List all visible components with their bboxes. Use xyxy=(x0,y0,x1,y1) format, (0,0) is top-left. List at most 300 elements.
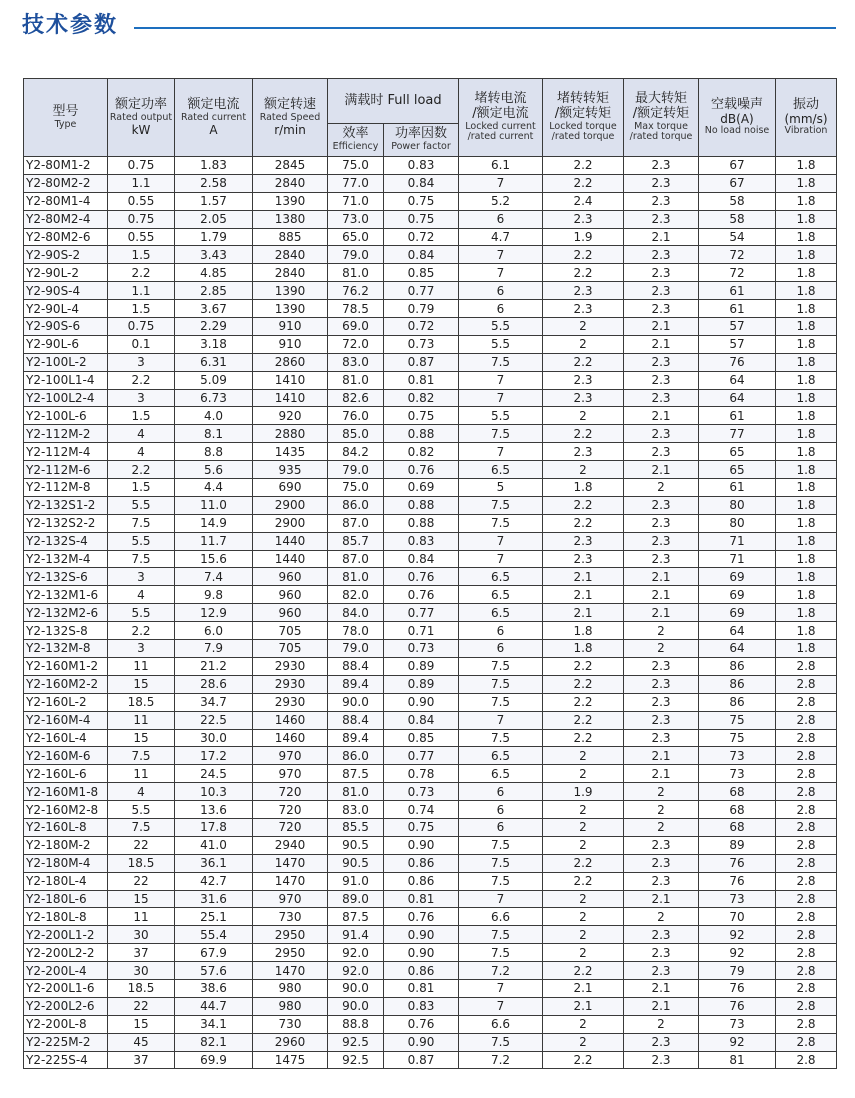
cell-efficiency: 65.0 xyxy=(328,228,384,246)
cell-model: Y2-132M-8 xyxy=(24,640,108,658)
cell-efficiency: 81.0 xyxy=(328,568,384,586)
cell-rated-speed: 2845 xyxy=(253,157,328,175)
cell-rated-output: 7.5 xyxy=(108,818,175,836)
cell-locked-current-ratio: 7.5 xyxy=(459,729,543,747)
cell-locked-torque-ratio: 2.2 xyxy=(543,157,624,175)
cell-power-factor: 0.73 xyxy=(384,335,459,353)
cell-efficiency: 83.0 xyxy=(328,353,384,371)
cell-locked-torque-ratio: 2.1 xyxy=(543,604,624,622)
cell-model: Y2-100L-2 xyxy=(24,353,108,371)
cell-rated-speed: 960 xyxy=(253,604,328,622)
cell-max-torque-ratio: 2.3 xyxy=(624,657,699,675)
cell-vibration: 1.8 xyxy=(776,318,837,336)
cell-model: Y2-200L2-2 xyxy=(24,944,108,962)
table-row xyxy=(24,890,837,908)
cell-power-factor: 0.81 xyxy=(384,890,459,908)
cell-vibration: 1.8 xyxy=(776,282,837,300)
table-row xyxy=(24,640,837,658)
cell-rated-speed: 2880 xyxy=(253,425,328,443)
cell-vibration: 1.8 xyxy=(776,210,837,228)
cell-power-factor: 0.73 xyxy=(384,783,459,801)
cell-locked-torque-ratio: 1.8 xyxy=(543,640,624,658)
cell-locked-torque-ratio: 2 xyxy=(543,335,624,353)
table-row xyxy=(24,407,837,425)
cell-power-factor: 0.73 xyxy=(384,640,459,658)
cell-rated-output: 15 xyxy=(108,729,175,747)
cell-model: Y2-90L-6 xyxy=(24,335,108,353)
cell-model: Y2-200L-4 xyxy=(24,962,108,980)
cell-rated-current: 25.1 xyxy=(175,908,253,926)
table-row xyxy=(24,353,837,371)
cell-locked-current-ratio: 7 xyxy=(459,711,543,729)
cell-efficiency: 87.0 xyxy=(328,514,384,532)
cell-max-torque-ratio: 2 xyxy=(624,908,699,926)
cell-rated-speed: 720 xyxy=(253,783,328,801)
cell-power-factor: 0.89 xyxy=(384,657,459,675)
cell-rated-current: 42.7 xyxy=(175,872,253,890)
cell-vibration: 2.8 xyxy=(776,711,837,729)
table-row xyxy=(24,765,837,783)
cell-vibration: 1.8 xyxy=(776,496,837,514)
cell-model: Y2-225M-2 xyxy=(24,1033,108,1051)
cell-power-factor: 0.76 xyxy=(384,908,459,926)
cell-vibration: 1.8 xyxy=(776,568,837,586)
cell-locked-current-ratio: 7 xyxy=(459,979,543,997)
cell-rated-current: 31.6 xyxy=(175,890,253,908)
cell-max-torque-ratio: 2.1 xyxy=(624,765,699,783)
cell-vibration: 2.8 xyxy=(776,729,837,747)
cell-efficiency: 85.0 xyxy=(328,425,384,443)
cell-rated-current: 82.1 xyxy=(175,1033,253,1051)
cell-efficiency: 76.2 xyxy=(328,282,384,300)
cell-model: Y2-132S-8 xyxy=(24,622,108,640)
cell-locked-torque-ratio: 2 xyxy=(543,765,624,783)
cell-power-factor: 0.81 xyxy=(384,371,459,389)
cell-power-factor: 0.90 xyxy=(384,926,459,944)
cell-model: Y2-160M1-2 xyxy=(24,657,108,675)
table-row xyxy=(24,210,837,228)
cell-efficiency: 73.0 xyxy=(328,210,384,228)
cell-locked-current-ratio: 7.5 xyxy=(459,514,543,532)
cell-vibration: 1.8 xyxy=(776,353,837,371)
table-row xyxy=(24,675,837,693)
table-row xyxy=(24,872,837,890)
cell-noise: 64 xyxy=(699,371,776,389)
cell-noise: 80 xyxy=(699,496,776,514)
table-row xyxy=(24,657,837,675)
cell-locked-torque-ratio: 1.8 xyxy=(543,622,624,640)
cell-locked-torque-ratio: 2.2 xyxy=(543,675,624,693)
cell-power-factor: 0.76 xyxy=(384,586,459,604)
cell-noise: 69 xyxy=(699,604,776,622)
cell-efficiency: 88.4 xyxy=(328,657,384,675)
cell-noise: 61 xyxy=(699,300,776,318)
cell-locked-torque-ratio: 2 xyxy=(543,890,624,908)
cell-rated-speed: 1460 xyxy=(253,711,328,729)
spec-table xyxy=(23,78,837,1069)
cell-locked-current-ratio: 5.2 xyxy=(459,192,543,210)
cell-rated-speed: 2950 xyxy=(253,944,328,962)
cell-rated-speed: 935 xyxy=(253,461,328,479)
cell-power-factor: 0.86 xyxy=(384,854,459,872)
cell-locked-torque-ratio: 2.2 xyxy=(543,514,624,532)
cell-max-torque-ratio: 2.3 xyxy=(624,854,699,872)
cell-rated-output: 11 xyxy=(108,908,175,926)
cell-rated-current: 2.05 xyxy=(175,210,253,228)
cell-rated-speed: 1435 xyxy=(253,443,328,461)
cell-noise: 73 xyxy=(699,1015,776,1033)
cell-rated-current: 21.2 xyxy=(175,657,253,675)
cell-locked-current-ratio: 7 xyxy=(459,890,543,908)
cell-rated-speed: 1470 xyxy=(253,872,328,890)
cell-noise: 68 xyxy=(699,818,776,836)
spec-table-body xyxy=(24,157,837,1069)
cell-model: Y2-112M-4 xyxy=(24,443,108,461)
cell-rated-current: 34.7 xyxy=(175,693,253,711)
cell-model: Y2-160L-8 xyxy=(24,818,108,836)
cell-power-factor: 0.74 xyxy=(384,801,459,819)
cell-model: Y2-160L-2 xyxy=(24,693,108,711)
cell-noise: 76 xyxy=(699,997,776,1015)
table-row xyxy=(24,264,837,282)
cell-max-torque-ratio: 2.3 xyxy=(624,836,699,854)
cell-rated-output: 7.5 xyxy=(108,747,175,765)
cell-locked-torque-ratio: 2 xyxy=(543,318,624,336)
cell-efficiency: 88.4 xyxy=(328,711,384,729)
cell-efficiency: 71.0 xyxy=(328,192,384,210)
cell-rated-speed: 960 xyxy=(253,568,328,586)
cell-model: Y2-180L-8 xyxy=(24,908,108,926)
cell-vibration: 2.8 xyxy=(776,908,837,926)
cell-rated-output: 45 xyxy=(108,1033,175,1051)
cell-locked-current-ratio: 6 xyxy=(459,622,543,640)
cell-max-torque-ratio: 2.3 xyxy=(624,353,699,371)
cell-model: Y2-225S-4 xyxy=(24,1051,108,1069)
cell-model: Y2-112M-2 xyxy=(24,425,108,443)
cell-locked-torque-ratio: 2 xyxy=(543,818,624,836)
cell-rated-output: 22 xyxy=(108,872,175,890)
cell-locked-current-ratio: 7.5 xyxy=(459,854,543,872)
table-row xyxy=(24,461,837,479)
cell-vibration: 1.8 xyxy=(776,622,837,640)
cell-rated-current: 2.29 xyxy=(175,318,253,336)
cell-max-torque-ratio: 2.3 xyxy=(624,729,699,747)
cell-rated-speed: 2860 xyxy=(253,353,328,371)
cell-rated-current: 4.0 xyxy=(175,407,253,425)
cell-rated-current: 2.85 xyxy=(175,282,253,300)
cell-rated-speed: 2930 xyxy=(253,675,328,693)
cell-locked-current-ratio: 7.5 xyxy=(459,944,543,962)
cell-locked-current-ratio: 7.2 xyxy=(459,1051,543,1069)
cell-model: Y2-160M1-8 xyxy=(24,783,108,801)
cell-efficiency: 69.0 xyxy=(328,318,384,336)
cell-rated-output: 11 xyxy=(108,765,175,783)
cell-max-torque-ratio: 2.3 xyxy=(624,693,699,711)
cell-noise: 61 xyxy=(699,407,776,425)
cell-locked-current-ratio: 7 xyxy=(459,371,543,389)
cell-model: Y2-100L1-4 xyxy=(24,371,108,389)
cell-rated-speed: 2960 xyxy=(253,1033,328,1051)
cell-rated-current: 11.7 xyxy=(175,532,253,550)
cell-rated-current: 8.1 xyxy=(175,425,253,443)
cell-locked-current-ratio: 5.5 xyxy=(459,335,543,353)
cell-locked-torque-ratio: 2.2 xyxy=(543,174,624,192)
cell-locked-current-ratio: 6.1 xyxy=(459,157,543,175)
cell-vibration: 1.8 xyxy=(776,640,837,658)
cell-vibration: 2.8 xyxy=(776,962,837,980)
cell-max-torque-ratio: 2.1 xyxy=(624,997,699,1015)
cell-rated-speed: 2900 xyxy=(253,496,328,514)
table-row xyxy=(24,479,837,497)
cell-power-factor: 0.69 xyxy=(384,479,459,497)
table-row xyxy=(24,389,837,407)
table-row xyxy=(24,908,837,926)
table-row xyxy=(24,801,837,819)
cell-rated-speed: 720 xyxy=(253,818,328,836)
cell-locked-torque-ratio: 2.2 xyxy=(543,872,624,890)
cell-vibration: 2.8 xyxy=(776,836,837,854)
cell-rated-output: 0.75 xyxy=(108,210,175,228)
cell-rated-output: 15 xyxy=(108,675,175,693)
cell-locked-current-ratio: 7.5 xyxy=(459,1033,543,1051)
cell-rated-speed: 705 xyxy=(253,622,328,640)
cell-rated-output: 37 xyxy=(108,944,175,962)
cell-model: Y2-100L2-4 xyxy=(24,389,108,407)
cell-rated-current: 24.5 xyxy=(175,765,253,783)
cell-vibration: 1.8 xyxy=(776,371,837,389)
cell-power-factor: 0.78 xyxy=(384,765,459,783)
cell-power-factor: 0.84 xyxy=(384,711,459,729)
cell-model: Y2-80M1-4 xyxy=(24,192,108,210)
cell-locked-current-ratio: 6 xyxy=(459,300,543,318)
cell-power-factor: 0.76 xyxy=(384,1015,459,1033)
cell-model: Y2-160M-6 xyxy=(24,747,108,765)
cell-locked-torque-ratio: 2.1 xyxy=(543,586,624,604)
cell-rated-output: 4 xyxy=(108,586,175,604)
cell-max-torque-ratio: 2.3 xyxy=(624,926,699,944)
cell-rated-output: 1.1 xyxy=(108,282,175,300)
cell-noise: 76 xyxy=(699,979,776,997)
cell-rated-current: 11.0 xyxy=(175,496,253,514)
cell-max-torque-ratio: 2.3 xyxy=(624,711,699,729)
cell-rated-speed: 730 xyxy=(253,908,328,926)
cell-model: Y2-200L1-2 xyxy=(24,926,108,944)
cell-locked-current-ratio: 4.7 xyxy=(459,228,543,246)
cell-noise: 65 xyxy=(699,461,776,479)
cell-locked-torque-ratio: 2.2 xyxy=(543,729,624,747)
cell-max-torque-ratio: 2.3 xyxy=(624,1051,699,1069)
table-row xyxy=(24,1051,837,1069)
cell-locked-torque-ratio: 2.3 xyxy=(543,532,624,550)
cell-max-torque-ratio: 2.3 xyxy=(624,300,699,318)
cell-vibration: 1.8 xyxy=(776,300,837,318)
cell-power-factor: 0.88 xyxy=(384,514,459,532)
cell-rated-current: 57.6 xyxy=(175,962,253,980)
cell-noise: 64 xyxy=(699,622,776,640)
cell-rated-current: 9.8 xyxy=(175,586,253,604)
title-rule xyxy=(134,27,836,29)
cell-efficiency: 89.0 xyxy=(328,890,384,908)
cell-vibration: 1.8 xyxy=(776,479,837,497)
cell-rated-current: 15.6 xyxy=(175,550,253,568)
cell-model: Y2-112M-8 xyxy=(24,479,108,497)
cell-noise: 72 xyxy=(699,264,776,282)
cell-power-factor: 0.75 xyxy=(384,210,459,228)
cell-model: Y2-132S2-2 xyxy=(24,514,108,532)
cell-power-factor: 0.82 xyxy=(384,443,459,461)
cell-power-factor: 0.86 xyxy=(384,962,459,980)
table-row xyxy=(24,443,837,461)
cell-noise: 76 xyxy=(699,872,776,890)
cell-rated-current: 3.43 xyxy=(175,246,253,264)
cell-rated-output: 4 xyxy=(108,443,175,461)
cell-rated-output: 37 xyxy=(108,1051,175,1069)
cell-vibration: 1.8 xyxy=(776,246,837,264)
table-row xyxy=(24,496,837,514)
cell-locked-torque-ratio: 2 xyxy=(543,407,624,425)
cell-noise: 79 xyxy=(699,962,776,980)
cell-rated-output: 3 xyxy=(108,353,175,371)
cell-rated-current: 6.31 xyxy=(175,353,253,371)
cell-locked-torque-ratio: 2.2 xyxy=(543,1051,624,1069)
cell-model: Y2-160M2-2 xyxy=(24,675,108,693)
cell-efficiency: 79.0 xyxy=(328,461,384,479)
cell-efficiency: 92.5 xyxy=(328,1033,384,1051)
cell-efficiency: 92.0 xyxy=(328,944,384,962)
cell-rated-speed: 970 xyxy=(253,890,328,908)
cell-vibration: 2.8 xyxy=(776,997,837,1015)
table-row xyxy=(24,586,837,604)
cell-rated-speed: 910 xyxy=(253,318,328,336)
cell-vibration: 2.8 xyxy=(776,926,837,944)
cell-locked-current-ratio: 7.5 xyxy=(459,926,543,944)
cell-locked-current-ratio: 6 xyxy=(459,282,543,300)
cell-power-factor: 0.85 xyxy=(384,264,459,282)
cell-locked-torque-ratio: 2.1 xyxy=(543,997,624,1015)
header-vibration: 振动 (mm/s) Vibration xyxy=(776,79,837,157)
cell-rated-output: 2.2 xyxy=(108,622,175,640)
cell-rated-speed: 2900 xyxy=(253,514,328,532)
cell-noise: 92 xyxy=(699,926,776,944)
cell-locked-torque-ratio: 2.1 xyxy=(543,979,624,997)
cell-locked-current-ratio: 7 xyxy=(459,246,543,264)
cell-rated-current: 17.2 xyxy=(175,747,253,765)
cell-efficiency: 83.0 xyxy=(328,801,384,819)
cell-locked-current-ratio: 7.5 xyxy=(459,425,543,443)
cell-noise: 57 xyxy=(699,318,776,336)
cell-rated-current: 55.4 xyxy=(175,926,253,944)
table-row xyxy=(24,836,837,854)
cell-vibration: 1.8 xyxy=(776,461,837,479)
cell-power-factor: 0.90 xyxy=(384,836,459,854)
cell-noise: 58 xyxy=(699,192,776,210)
cell-vibration: 2.8 xyxy=(776,979,837,997)
table-row xyxy=(24,604,837,622)
cell-locked-torque-ratio: 2.3 xyxy=(543,550,624,568)
cell-vibration: 1.8 xyxy=(776,532,837,550)
cell-efficiency: 81.0 xyxy=(328,264,384,282)
cell-noise: 64 xyxy=(699,389,776,407)
cell-noise: 81 xyxy=(699,1051,776,1069)
cell-vibration: 2.8 xyxy=(776,801,837,819)
cell-rated-speed: 2940 xyxy=(253,836,328,854)
cell-rated-output: 22 xyxy=(108,836,175,854)
cell-locked-current-ratio: 5 xyxy=(459,479,543,497)
cell-locked-current-ratio: 7.5 xyxy=(459,872,543,890)
cell-rated-output: 4 xyxy=(108,425,175,443)
cell-rated-current: 41.0 xyxy=(175,836,253,854)
cell-max-torque-ratio: 2 xyxy=(624,640,699,658)
cell-vibration: 2.8 xyxy=(776,783,837,801)
cell-locked-current-ratio: 7 xyxy=(459,532,543,550)
table-row xyxy=(24,371,837,389)
cell-locked-torque-ratio: 2 xyxy=(543,836,624,854)
cell-rated-current: 30.0 xyxy=(175,729,253,747)
cell-rated-output: 30 xyxy=(108,962,175,980)
cell-power-factor: 0.86 xyxy=(384,872,459,890)
cell-rated-speed: 1470 xyxy=(253,854,328,872)
cell-locked-current-ratio: 7.5 xyxy=(459,657,543,675)
cell-rated-current: 67.9 xyxy=(175,944,253,962)
cell-rated-current: 69.9 xyxy=(175,1051,253,1069)
cell-vibration: 1.8 xyxy=(776,389,837,407)
cell-noise: 67 xyxy=(699,157,776,175)
cell-model: Y2-80M2-6 xyxy=(24,228,108,246)
cell-max-torque-ratio: 2.3 xyxy=(624,962,699,980)
cell-locked-torque-ratio: 2.2 xyxy=(543,693,624,711)
cell-rated-speed: 1390 xyxy=(253,192,328,210)
cell-model: Y2-180L-4 xyxy=(24,872,108,890)
cell-locked-torque-ratio: 2 xyxy=(543,1015,624,1033)
cell-model: Y2-132S-4 xyxy=(24,532,108,550)
cell-power-factor: 0.84 xyxy=(384,174,459,192)
cell-model: Y2-160L-6 xyxy=(24,765,108,783)
cell-locked-current-ratio: 6.6 xyxy=(459,908,543,926)
cell-efficiency: 91.0 xyxy=(328,872,384,890)
cell-noise: 61 xyxy=(699,479,776,497)
cell-rated-speed: 1470 xyxy=(253,962,328,980)
cell-locked-torque-ratio: 1.9 xyxy=(543,228,624,246)
cell-max-torque-ratio: 2.1 xyxy=(624,747,699,765)
cell-max-torque-ratio: 2.1 xyxy=(624,604,699,622)
table-row xyxy=(24,514,837,532)
cell-power-factor: 0.87 xyxy=(384,353,459,371)
cell-locked-current-ratio: 6.5 xyxy=(459,461,543,479)
cell-locked-current-ratio: 6 xyxy=(459,210,543,228)
cell-rated-current: 6.0 xyxy=(175,622,253,640)
cell-locked-current-ratio: 7.5 xyxy=(459,693,543,711)
cell-model: Y2-132M-4 xyxy=(24,550,108,568)
cell-model: Y2-160M2-8 xyxy=(24,801,108,819)
cell-locked-current-ratio: 5.5 xyxy=(459,407,543,425)
cell-power-factor: 0.89 xyxy=(384,675,459,693)
cell-max-torque-ratio: 2 xyxy=(624,479,699,497)
cell-power-factor: 0.88 xyxy=(384,425,459,443)
cell-locked-torque-ratio: 2.2 xyxy=(543,353,624,371)
cell-vibration: 1.8 xyxy=(776,335,837,353)
cell-locked-torque-ratio: 2.2 xyxy=(543,425,624,443)
header-model: 型号 Type xyxy=(24,79,108,157)
cell-rated-speed: 2840 xyxy=(253,174,328,192)
table-row xyxy=(24,532,837,550)
cell-rated-current: 7.4 xyxy=(175,568,253,586)
cell-rated-output: 1.5 xyxy=(108,300,175,318)
cell-locked-current-ratio: 6 xyxy=(459,818,543,836)
cell-noise: 71 xyxy=(699,532,776,550)
table-row xyxy=(24,711,837,729)
cell-efficiency: 91.4 xyxy=(328,926,384,944)
cell-model: Y2-90S-6 xyxy=(24,318,108,336)
